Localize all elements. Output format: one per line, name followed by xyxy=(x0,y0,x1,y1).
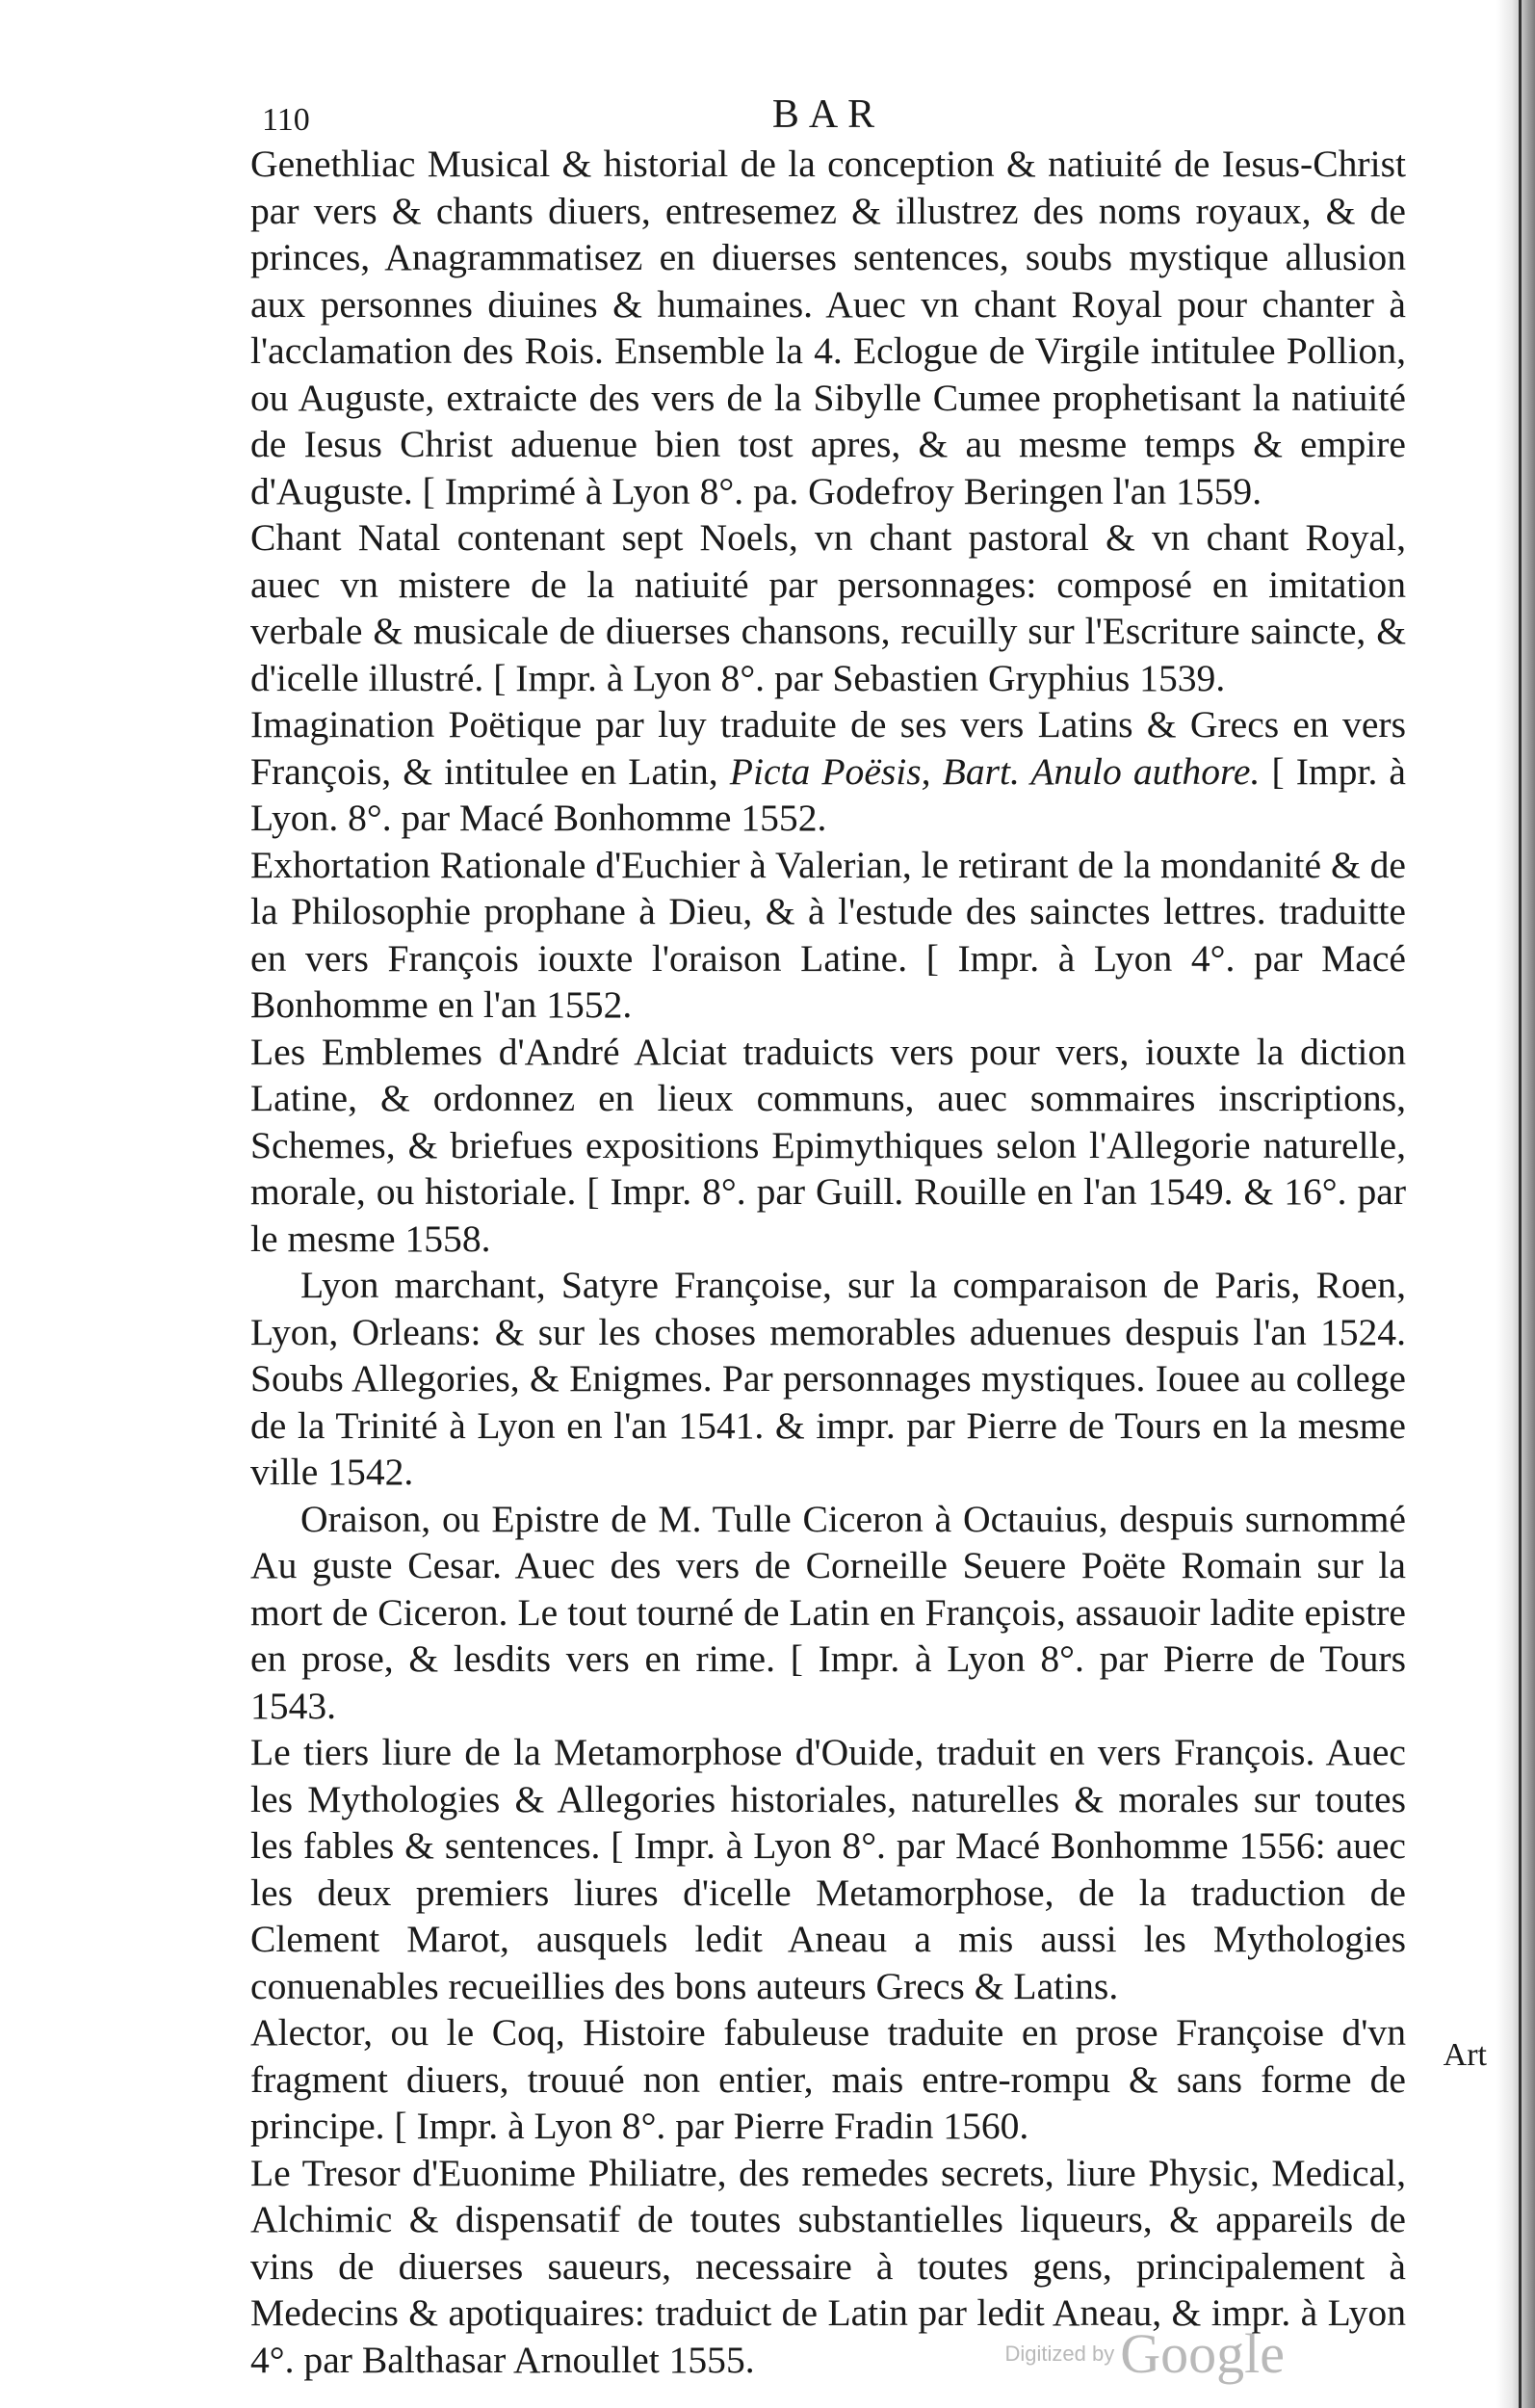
page-number: 110 xyxy=(262,102,310,138)
google-logo: Google xyxy=(1120,2322,1285,2385)
entry-emblemes: Les Emblemes d'André Alciat traduicts vers pour vers, iouxte la diction Latine, & ordonnez en lieux communs, auec sommaires inscriptions, Schemes, & briefues expositions Epimythiques selon l'Allegorie naturelle, morale, ou historiale. [ Impr. 8°. par Guill. Rouille en l'an 1549. & 16°. par le mesme 1558. xyxy=(250,1030,1406,1260)
entry-oraison: Oraison, ou Epistre de M. Tulle Ciceron à Octauius, despuis surnommé Au guste Cesar. Auec des vers de Corneille Seuere Poëte Romain sur la mort de Ciceron. Le tout tourné de Latin en François, assauoir ladite epistre en prose, & lesdits vers en rime. [ Impr. à Lyon 8°. par Pierre de Tours 1543. xyxy=(250,1497,1406,1727)
catchword: Art xyxy=(1443,2037,1487,2073)
entry-alector: Alector, ou le Coq, Histoire fabuleuse traduite en prose Françoise d'vn fragment diuers, trouué non entier, mais entre-rompu & sans forme de principe. [ Impr. à Lyon 8°. par Pierre Fradin 1560. xyxy=(250,2011,1406,2147)
entry-lyon-marchant: Lyon marchant, Satyre Françoise, sur la comparaison de Paris, Roen, Lyon, Orleans: & sur les choses memorables aduenues despuis l'an 1524. Soubs Allegories, & Enigmes. Par personnages mystiques. Iouee au college de la Trinité à Lyon en l'an 1541. & impr. par Pierre de Tours en la mesme ville 1542. xyxy=(250,1264,1406,1493)
digitized-watermark xyxy=(1005,2321,1285,2386)
entry-metamorphose: Le tiers liure de la Metamorphose d'Ouide, traduit en vers François. Auec les Mythologies & Allegories historiales, naturelles & morales sur toutes les fables & sentences. [ Impr. à Lyon 8°. par Macé Bonhomme 1556: auec les deux premiers liures d'icelle Metamorphose, de la traduction de Clement Marot, ausquels ledit Aneau a mis aussi les Mythologies conuenables recueillies des bons auteurs Grecs & Latins. xyxy=(250,1731,1406,2007)
page-body xyxy=(250,141,1406,2383)
entry-exhortation: Exhortation Rationale d'Euchier à Valerian, le retirant de la mondanité & de la Philosophie prophane à Dieu, & à l'estude des sainctes lettres. traduitte en vers François iouxte l'oraison Latine. [ Impr. à Lyon 4°. par Macé Bonhomme en l'an 1552. xyxy=(250,843,1406,1026)
entry-imagination-poetique xyxy=(250,701,1406,842)
entry-text: Imagination Poëtique par luy traduite de ses vers Latins & Grecs en vers François, & intitulee en Latin, xyxy=(250,703,1406,793)
entry-latin-title: Picta Poësis, Bart. Anulo authore. xyxy=(729,749,1261,793)
page-edge-shadow xyxy=(1496,0,1535,2408)
entry-chant-natal: Chant Natal contenant sept Noels, vn chant pastoral & vn chant Royal, auec vn mistere de la natiuité par personnages: composé en imitation verbale & musicale de diuerses chansons, recuilly sur l'Escriture saincte, & d'icelle illustré. [ Impr. à Lyon 8°. par Sebastien Gryphius 1539. xyxy=(250,516,1406,699)
running-head: BAR xyxy=(771,92,885,137)
entry-imprint: [ Impr. à Lyon. 8°. par Macé Bonhomme 1552. xyxy=(250,749,1406,839)
book-page xyxy=(250,85,1406,2383)
page-header xyxy=(250,85,1406,139)
entry-tresor: Le Tresor d'Euonime Philiatre, des remedes secrets, liure Physic, Medical, Alchimic & dispensatif de toutes substantielles liqueurs, & appareils de vins de diuerses saueurs, necessaire à toutes gens, principalement à Medecins & apotiquaires: traduict de Latin par ledit Aneau, & impr. à Lyon 4°. par Balthasar Arnoullet 1555. xyxy=(250,2151,1406,2381)
entry-genethliac: Genethliac Musical & historial de la conception & natiuité de Iesus-Christ par vers & chants diuers, entresemez & illustrez des noms royaux, & de princes, Anagrammatisez en diuerses sentences, soubs mystique allusion aux personnes diuines & humaines. Auec vn chant Royal pour chanter à l'acclamation des Rois. Ensemble la 4. Eclogue de Virgile intitulee Pollion, ou Auguste, extraicte des vers de la Sibylle Cumee prophetisant la natiuité de Iesus Christ aduenue bien tost apres, & au mesme temps & empire d'Auguste. [ Imprimé à Lyon 8°. pa. Godefroy Beringen l'an 1559. xyxy=(250,143,1406,512)
watermark-prefix: Digitized by xyxy=(1004,2341,1115,2366)
